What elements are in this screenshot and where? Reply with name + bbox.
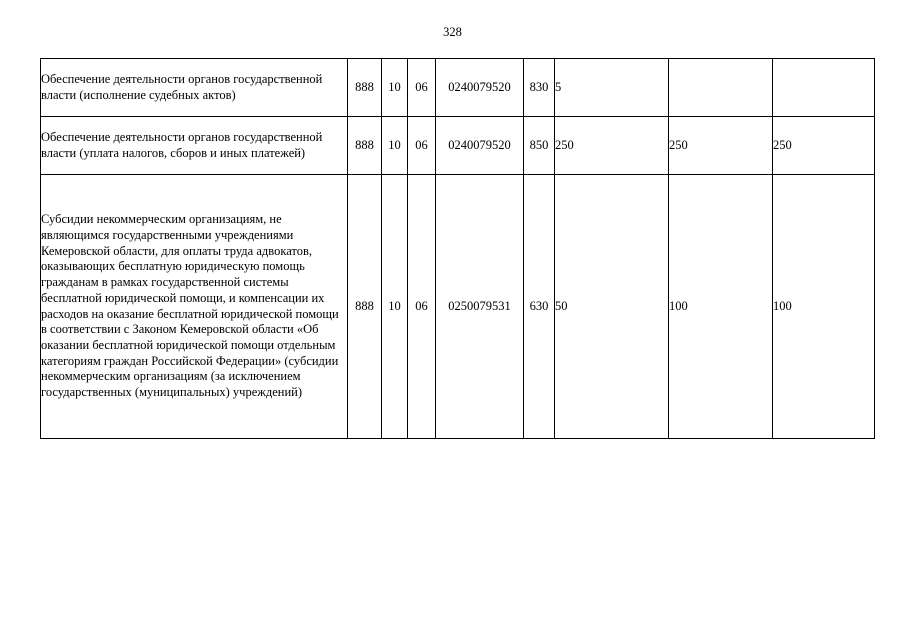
amount-year-1-cell: 250 — [555, 117, 669, 175]
amount-year-3-cell: 250 — [773, 117, 875, 175]
target-article-cell: 0240079520 — [436, 59, 524, 117]
amount-year-1-cell: 5 — [555, 59, 669, 117]
page-number: 328 — [443, 25, 462, 39]
table-row — [41, 59, 875, 117]
expense-name-cell: Обеспечение деятельности органов государственной власти (исполнение судебных актов) — [41, 59, 348, 117]
amount-year-3-cell: 100 — [773, 175, 875, 439]
section-code-cell: 10 — [382, 117, 408, 175]
table-row — [41, 117, 875, 175]
budget-table — [40, 58, 875, 439]
amount-year-3-cell — [773, 59, 875, 117]
target-article-cell: 0240079520 — [436, 117, 524, 175]
expense-name-cell: Субсидии некоммерческим организациям, не являющимся государственными учреждениями Кемеровской области, для оплаты труда адвокатов, оказывающих бесплатную юридическую помощь гражданам в рамках государственной системы бесплатной юридической помощи, и компенсации их расходов на оказание бесплатной юридической помощи в соответствии с Законом Кемеровской области «Об оказании бесплатной юридической помощи отдельным категориям граждан Российской Федерации» (субсидии некоммерческим организациям (за исключением государственных (муниципальных) учреждений) — [41, 175, 348, 439]
expense-name-cell: Обеспечение деятельности органов государственной власти (уплата налогов, сборов и иных платежей) — [41, 117, 348, 175]
amount-year-2-cell: 250 — [669, 117, 773, 175]
expense-type-cell: 850 — [524, 117, 555, 175]
amount-year-2-cell: 100 — [669, 175, 773, 439]
target-article-cell: 0250079531 — [436, 175, 524, 439]
ved-code-cell: 888 — [348, 117, 382, 175]
section-code-cell: 10 — [382, 59, 408, 117]
expense-type-cell: 630 — [524, 175, 555, 439]
table-row — [41, 175, 875, 439]
ved-code-cell: 888 — [348, 175, 382, 439]
amount-year-2-cell — [669, 59, 773, 117]
ved-code-cell: 888 — [348, 59, 382, 117]
subsection-code-cell: 06 — [408, 117, 436, 175]
subsection-code-cell: 06 — [408, 175, 436, 439]
amount-year-1-cell: 50 — [555, 175, 669, 439]
section-code-cell: 10 — [382, 175, 408, 439]
expense-type-cell: 830 — [524, 59, 555, 117]
subsection-code-cell: 06 — [408, 59, 436, 117]
